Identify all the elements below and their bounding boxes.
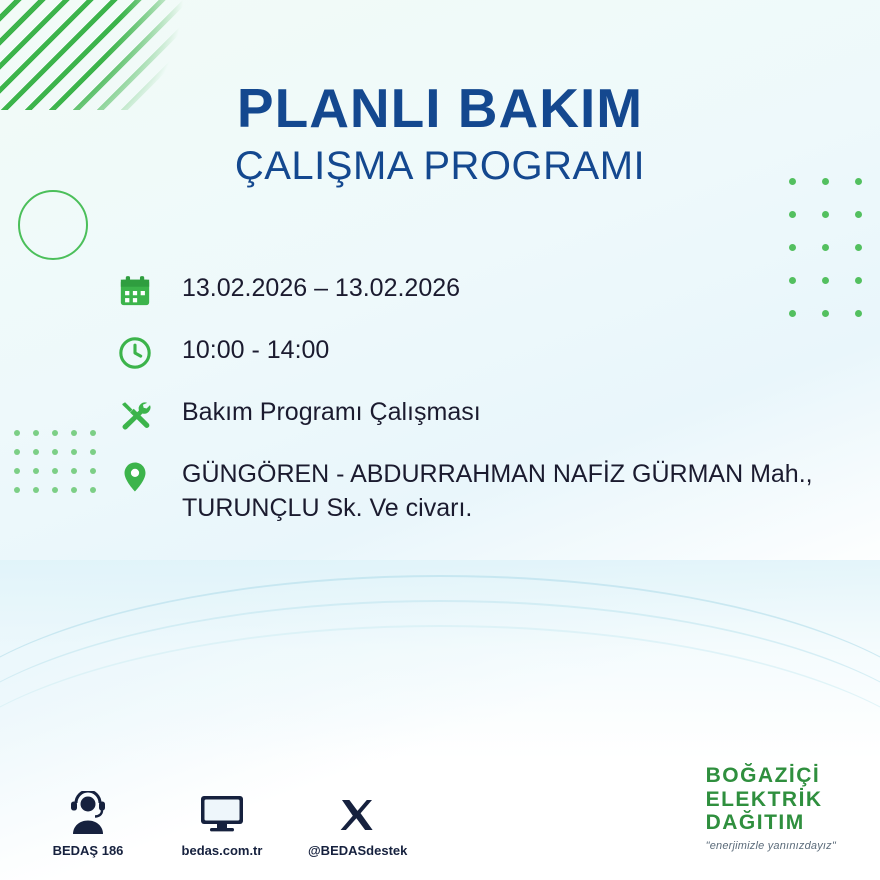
- date-range-text: 13.02.2026 – 13.02.2026: [182, 274, 461, 302]
- info-row-time: [118, 334, 820, 370]
- info-list: [118, 272, 820, 552]
- x-social-icon: [308, 789, 404, 835]
- clock-icon: [118, 334, 162, 370]
- brand-line-3-text: DAĞITIM: [705, 811, 805, 835]
- info-row-location: [118, 458, 820, 526]
- call-center-agent-icon: [40, 789, 136, 835]
- footer: [0, 748, 880, 858]
- desktop-monitor-icon: [174, 789, 270, 835]
- info-row-date: [118, 272, 820, 308]
- footer-item-social[interactable]: [308, 789, 408, 858]
- map-pin-icon: [118, 458, 162, 494]
- footer-item-website-label: bedas.com.tr: [181, 843, 263, 858]
- footer-item-social-label: @BEDASdestek: [308, 843, 408, 858]
- brand-line-3: [706, 811, 836, 835]
- footer-contact-items: [40, 789, 408, 858]
- brand-slogan: "enerjimizle yanınızdayız": [705, 840, 836, 852]
- tools-icon: [118, 396, 162, 432]
- footer-item-website[interactable]: [174, 789, 270, 858]
- title-main: PLANLI BAKIM: [236, 77, 644, 139]
- location-text: GÜNGÖREN - ABDURRAHMAN NAFİZ GÜRMAN Mah., TURUNÇLU Sk. Ve civarı.: [182, 460, 813, 522]
- footer-item-phone-label: BEDAŞ 186: [52, 843, 124, 858]
- work-type-text: Bakım Programı Çalışması: [182, 398, 481, 426]
- brand-line-2-text: ELEKTRİK: [705, 787, 823, 811]
- brand-line-1-text: BOĞAZİÇİ: [705, 764, 821, 788]
- time-range-text: 10:00 - 14:00: [182, 336, 330, 364]
- footer-item-phone[interactable]: [40, 789, 136, 858]
- brand-line-2: [706, 788, 836, 812]
- info-row-work-type: [118, 396, 820, 432]
- page-title: [0, 77, 880, 189]
- title-subtitle: ÇALIŞMA PROGRAMI: [234, 143, 646, 188]
- circle-outline-decoration: [18, 190, 88, 260]
- brand-line-1: [706, 764, 836, 788]
- calendar-icon: [118, 272, 162, 308]
- brand-logo: [706, 764, 836, 852]
- dot-grid-left-decoration: [14, 430, 96, 493]
